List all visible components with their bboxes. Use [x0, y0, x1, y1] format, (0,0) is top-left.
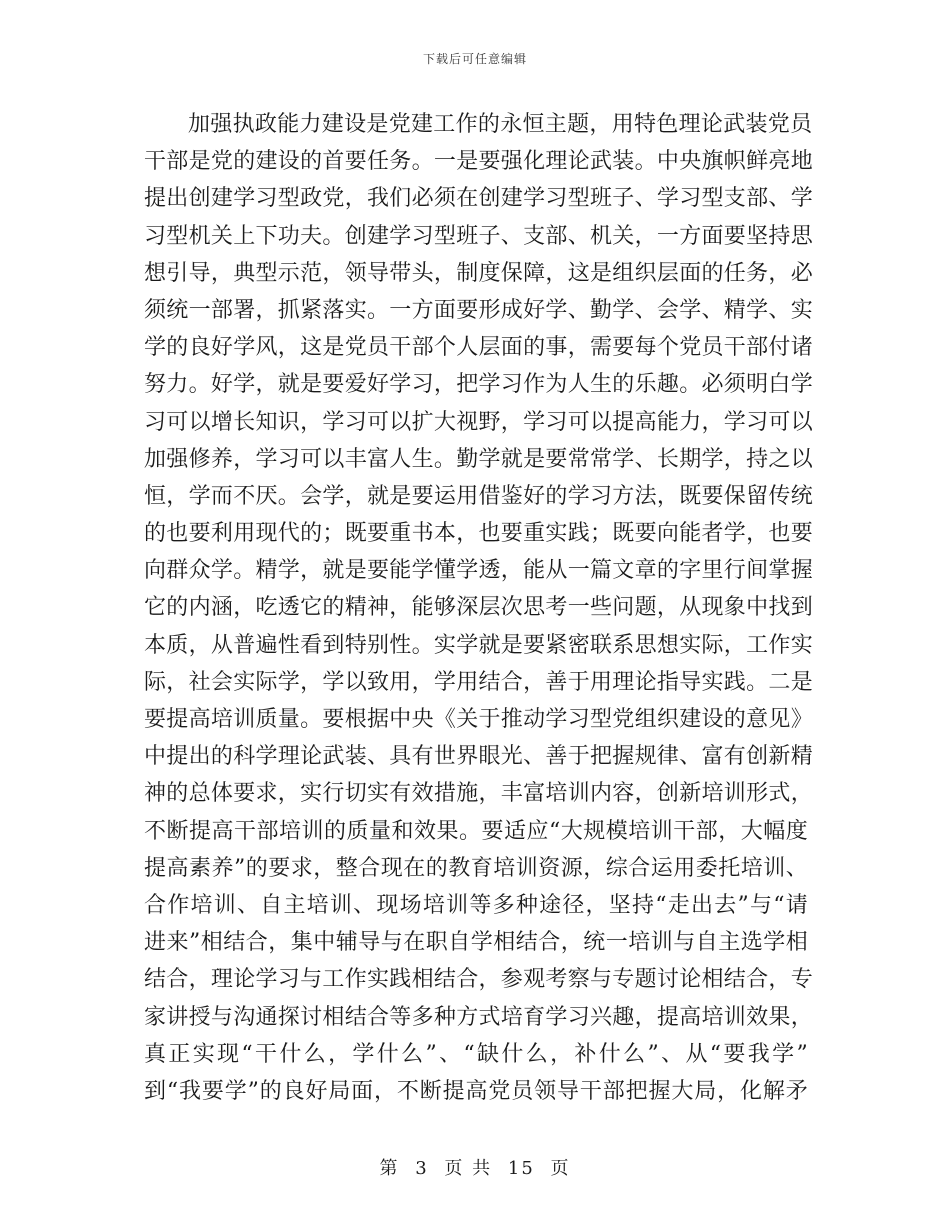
body-line: 际，社会实际学，学以致用，学用结合，善于用理论指导实践。二是 [144, 669, 814, 695]
body-line: 神的总体要求，实行切实有效措施，丰富培训内容，创新培训形式， [144, 781, 814, 807]
body-line: 结合，理论学习与工作实践相结合，参观考察与专题讨论相结合，专 [144, 967, 814, 993]
body-line: 的也要利用现代的；既要重书本，也要重实践；既要向能者学，也要 [144, 521, 814, 547]
body-line: 加强执政能力建设是党建工作的永恒主题，用特色理论武装党员 [188, 112, 813, 137]
footer-prefix: 第 [379, 1158, 400, 1179]
body-line: 合作培训、自主培训、现场培训等多种途径，坚持“走出去”与“请 [144, 892, 808, 918]
body-line: 中提出的科学理论武装、具有世界眼光、善于把握规律、富有创新精 [144, 744, 814, 770]
body-line: 真正实现“干什么，学什么”、“缺什么，补什么”、从“要我学” [144, 1041, 808, 1067]
body-line: 习可以增长知识，学习可以扩大视野，学习可以提高能力，学习可以 [144, 409, 814, 435]
body-line: 加强修养，学习可以丰富人生。勤学就是要常常学、长期学，持之以 [144, 446, 814, 472]
body-line: 向群众学。精学，就是要能学懂学透，能从一篇文章的字里行间掌握 [144, 558, 814, 584]
body-line: 要提高培训质量。要根据中央《关于推动学习型党组织建设的意见》 [144, 707, 814, 732]
body-line: 本质，从普遍性看到特别性。实学就是要紧密联系思想实际，工作实 [144, 632, 814, 658]
body-line: 到“我要学”的良好局面，不断提高党员领导干部把握大局，化解矛 [144, 1078, 808, 1104]
document-body [144, 106, 814, 1110]
footer-suffix: 页 [550, 1158, 571, 1179]
page-header-note: 下载后可任意编辑 [422, 52, 527, 66]
body-line: 须统一部署，抓紧落实。一方面要形成好学、勤学、会学、精学、实 [144, 297, 814, 323]
body-line: 不断提高干部培训的质量和效果。要适应“大规模培训干部，大幅度 [144, 818, 808, 844]
footer-total-pages: 15 [507, 1158, 535, 1179]
body-line: 习型机关上下功夫。创建学习型班子、支部、机关，一方面要坚持思 [144, 223, 814, 249]
body-line: 它的内涵，吃透它的精神，能够深层次思考一些问题，从现象中找到 [144, 595, 814, 621]
body-line: 提出创建学习型政党，我们必须在创建学习型班子、学习型支部、学 [144, 186, 814, 212]
body-line: 家讲授与沟通探讨相结合等多种方式培育学习兴趣，提高培训效果， [144, 1004, 814, 1030]
body-line: 恒，学而不厌。会学，就是要运用借鉴好的学习方法，既要保留传统 [144, 483, 814, 509]
body-line: 干部是党的建设的首要任务。一是要强化理论武装。中央旗帜鲜亮地 [144, 149, 814, 175]
body-line: 进来”相结合，集中辅导与在职自学相结合，统一培训与自主选学相 [144, 930, 808, 956]
body-line: 想引导，典型示范，领导带头，制度保障，这是组织层面的任务，必 [144, 260, 814, 286]
body-line: 提高素养”的要求，整合现在的教育培训资源，综合运用委托培训、 [144, 855, 808, 881]
body-line: 学的良好学风，这是党员干部个人层面的事，需要每个党员干部付诸 [144, 335, 814, 361]
body-line: 努力。好学，就是要爱好学习，把学习作为人生的乐趣。必须明白学 [144, 372, 814, 398]
footer-middle: 页 共 [444, 1158, 493, 1179]
page-footer [0, 1154, 950, 1180]
footer-current-page: 3 [415, 1158, 429, 1179]
